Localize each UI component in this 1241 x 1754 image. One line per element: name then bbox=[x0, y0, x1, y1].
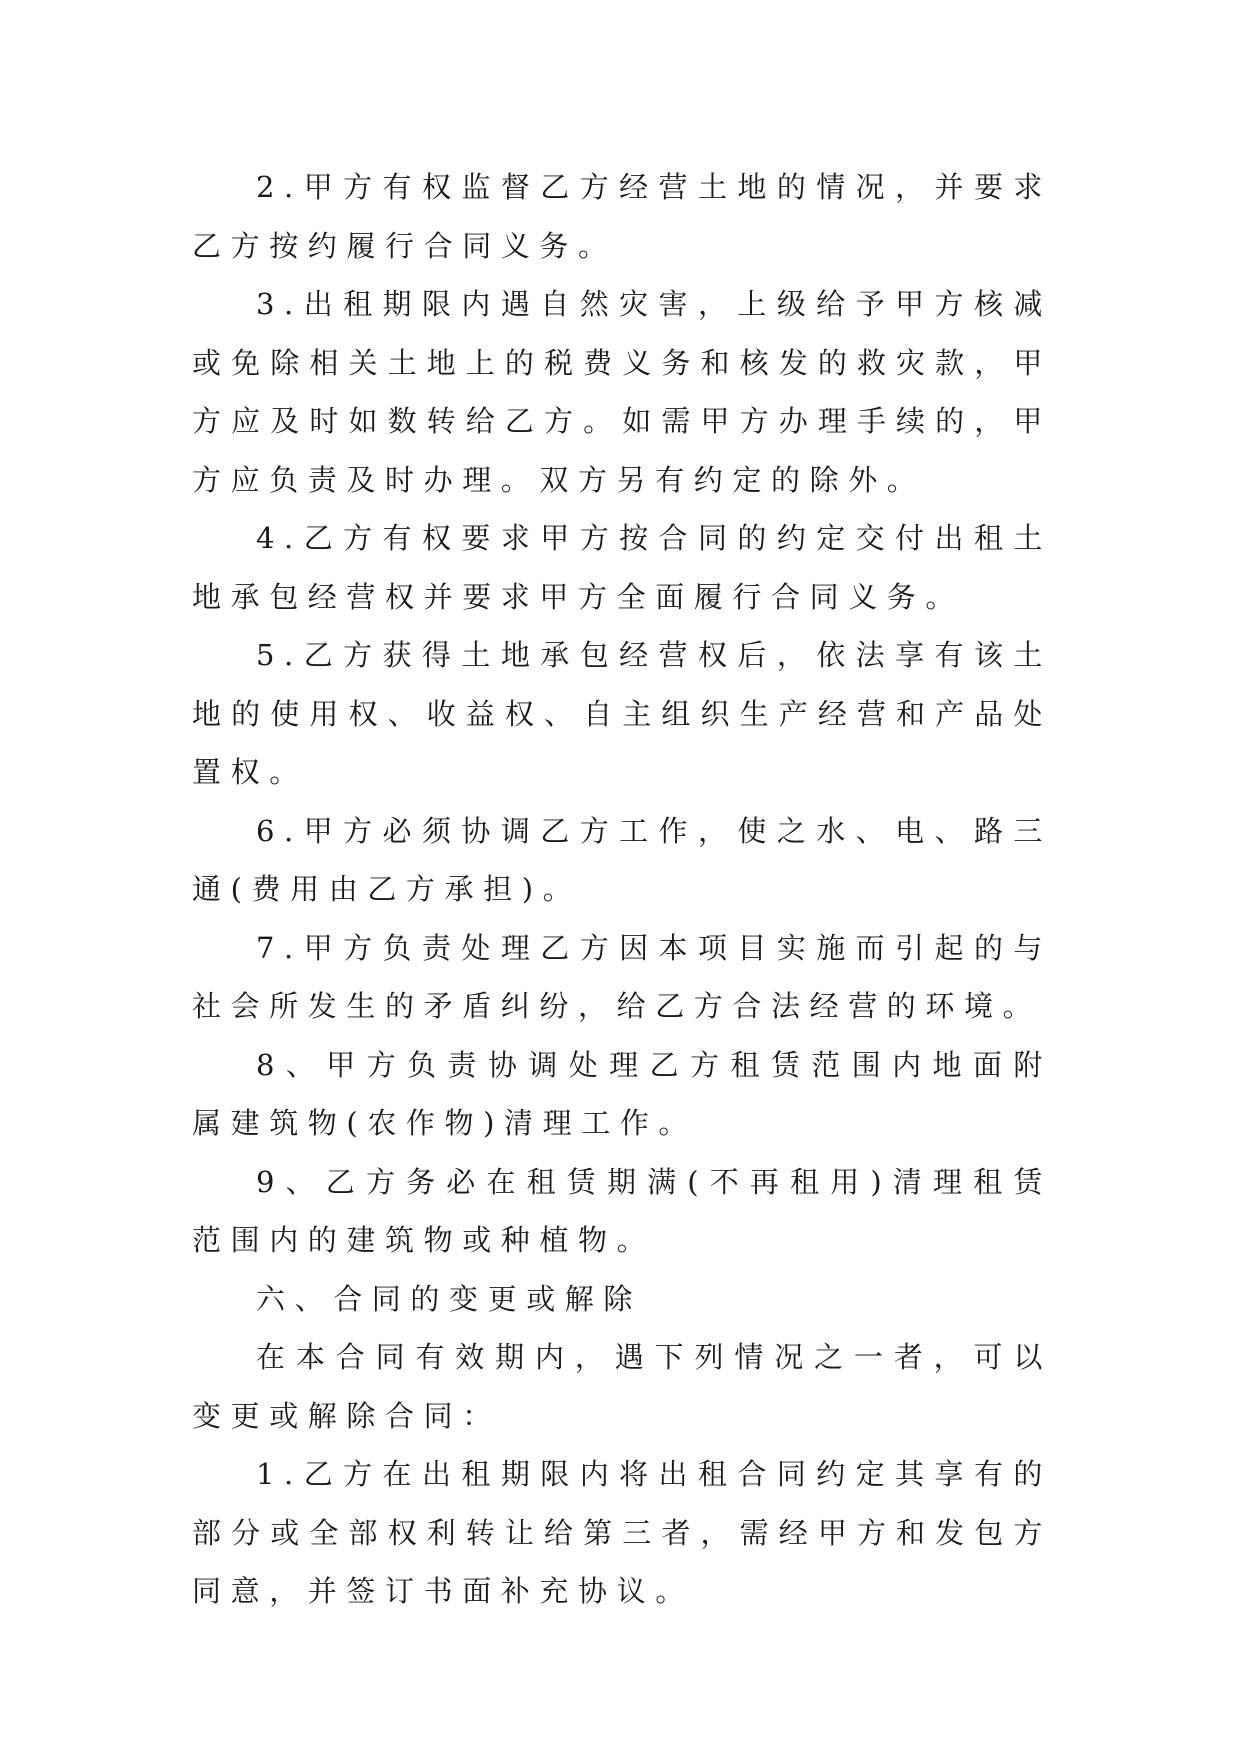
paragraph-clause-2: 2.甲方有权监督乙方经营土地的情况，并要求乙方按约履行合同义务。 bbox=[192, 170, 1052, 263]
document-body bbox=[192, 158, 1052, 1621]
section-heading: 六、合同的变更或解除 bbox=[256, 1281, 643, 1316]
paragraph-clause-3: 3.出租期限内遇自然灾害，上级给予甲方核减或免除相关土地上的税费义务和核发的救灾款，甲方应及时如数转给乙方。如需甲方办理手续的，甲方应负责及时办理。双方另有约定的除外。 bbox=[192, 287, 1052, 497]
paragraph-clause-6: 6.甲方必须协调乙方工作，使之水、电、路三通(费用由乙方承担)。 bbox=[192, 813, 1052, 906]
paragraph-clause-7: 7.甲方负责处理乙方因本项目实施而引起的与社会所发生的矛盾纠纷，给乙方合法经营的环境。 bbox=[192, 930, 1052, 1023]
paragraph-clause-9: 9、乙方务必在租赁期满(不再租用)清理租赁范围内的建筑物或种植物。 bbox=[192, 1164, 1052, 1257]
paragraph-clause-5: 5.乙方获得土地承包经营权后，依法享有该土地的使用权、收益权、自主组织生产经营和产品处置权。 bbox=[192, 638, 1052, 789]
paragraph-intro: 在本合同有效期内，遇下列情况之一者，可以变更或解除合同： bbox=[192, 1340, 1052, 1433]
paragraph-change-clause-1: 1.乙方在出租期限内将出租合同约定其享有的部分或全部权利转让给第三者，需经甲方和发包方同意，并签订书面补充协议。 bbox=[192, 1457, 1052, 1608]
paragraph-clause-4: 4.乙方有权要求甲方按合同的约定交付出租土地承包经营权并要求甲方全面履行合同义务。 bbox=[192, 521, 1052, 614]
paragraph-clause-8: 8、甲方负责协调处理乙方租赁范围内地面附属建筑物(农作物)清理工作。 bbox=[192, 1047, 1052, 1140]
